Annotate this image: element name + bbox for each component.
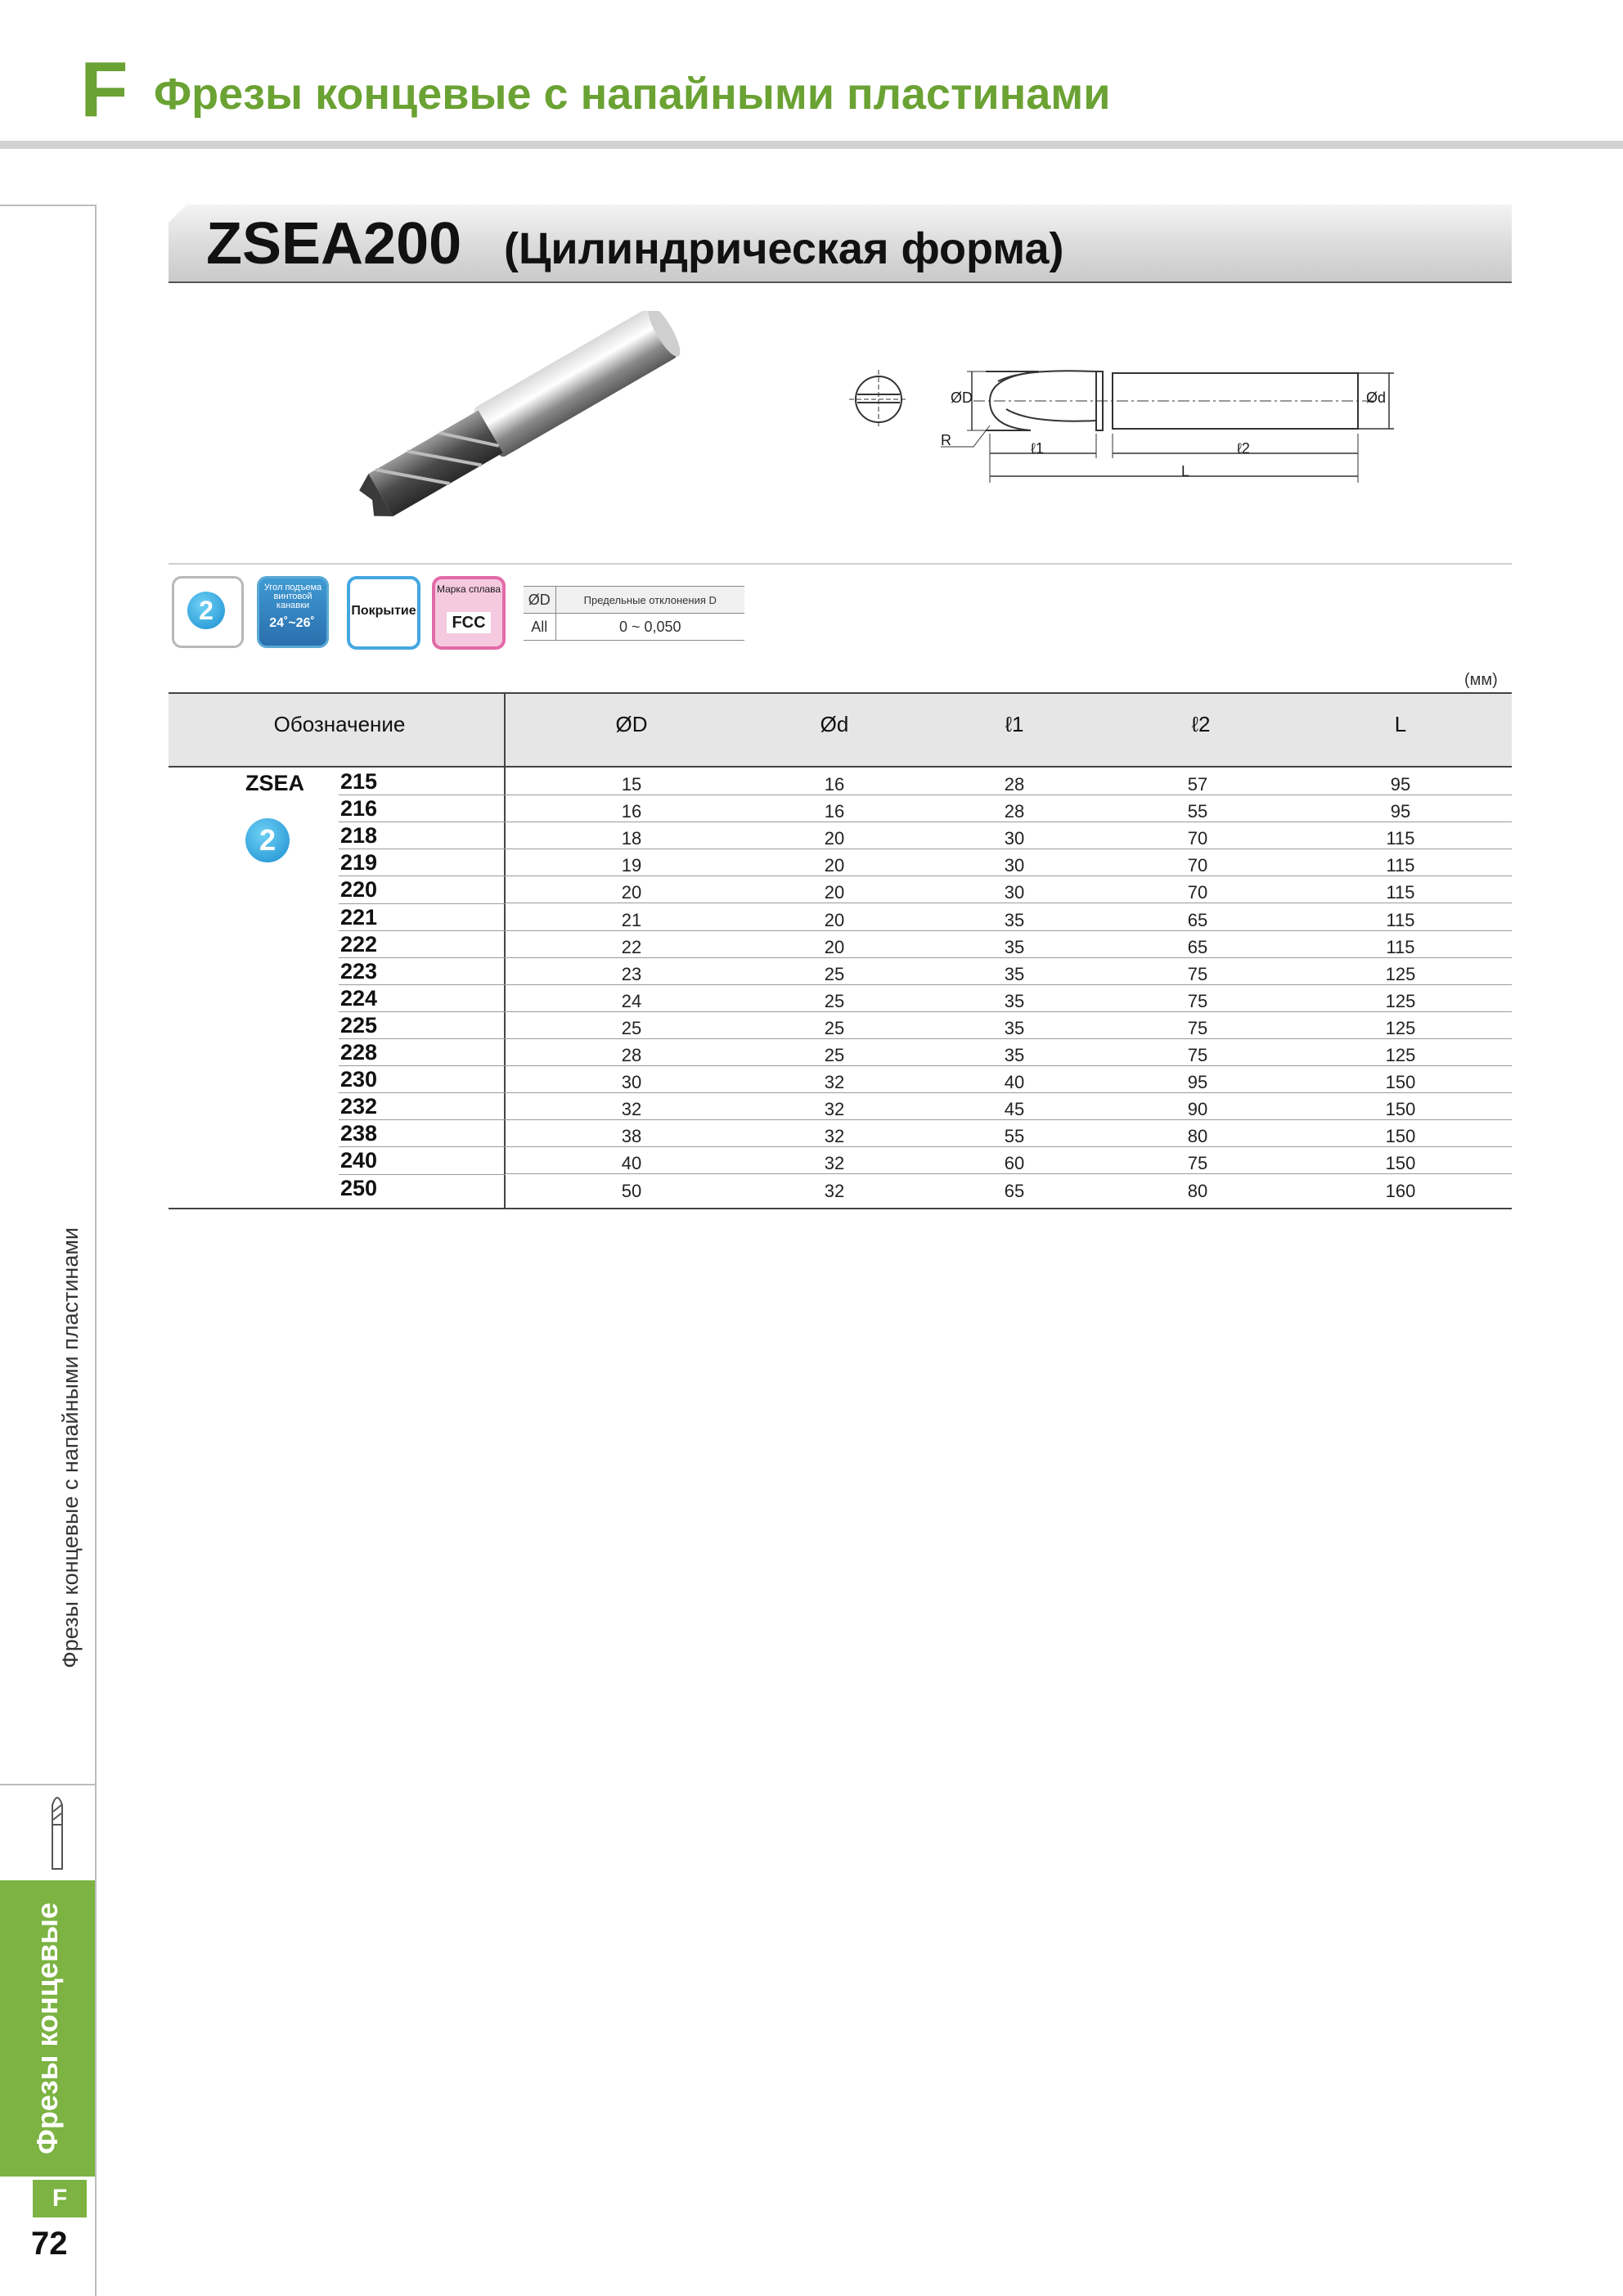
row-code: 228 [340, 1040, 378, 1065]
grade-label: Марка сплава [436, 583, 501, 595]
cell-d: 32 [824, 1126, 845, 1147]
cell-L: 125 [1385, 963, 1416, 984]
row-code: 219 [340, 850, 378, 876]
cell-l2: 80 [1187, 1180, 1208, 1201]
cell-L: 125 [1385, 1017, 1416, 1038]
cell-D: 19 [621, 855, 642, 876]
table-bottom-rule [169, 1208, 1512, 1209]
table-row [506, 903, 1512, 931]
cell-d: 32 [824, 1153, 845, 1174]
tol-row-dev: 0 ~ 0,050 [555, 614, 744, 641]
helix-angle-value: 24˚~26˚ [269, 616, 315, 630]
end-mill-icon [43, 1789, 72, 1871]
grade-value: FCC [447, 612, 491, 633]
grade-icon [432, 576, 506, 650]
label-R: R [941, 432, 951, 448]
row-code: 221 [340, 904, 378, 930]
technical-drawing [834, 352, 1407, 499]
cell-D: 15 [621, 774, 642, 795]
cell-l1: 35 [1004, 963, 1025, 984]
header-designation: Обозначение [273, 712, 406, 736]
row-code: 220 [340, 877, 378, 903]
cell-d: 20 [824, 909, 845, 930]
cell-D: 16 [621, 801, 642, 822]
cell-l2: 70 [1187, 828, 1208, 849]
cell-D: 32 [621, 1099, 642, 1120]
cell-D: 25 [621, 1017, 642, 1038]
section-tab-label: Фрезы концевые [30, 1902, 64, 2154]
cell-d: 32 [824, 1099, 845, 1120]
header-L: L [1394, 712, 1407, 736]
cell-l1: 35 [1004, 990, 1025, 1011]
cell-l2: 57 [1187, 774, 1208, 795]
cell-d: 25 [824, 990, 845, 1011]
cell-l1: 35 [1004, 909, 1025, 930]
row-code: 223 [340, 958, 378, 984]
cell-d: 20 [824, 855, 845, 876]
row-code: 232 [340, 1094, 378, 1119]
row-code-divider [339, 1174, 506, 1175]
cell-l2: 95 [1187, 1072, 1208, 1093]
row-code-divider [339, 984, 506, 985]
title-band-rule [169, 281, 1512, 283]
row-code-divider [339, 1092, 506, 1093]
series-name: ZSEA [245, 771, 305, 795]
cell-d: 25 [824, 1045, 845, 1065]
cell-d: 20 [824, 828, 845, 849]
cell-D: 50 [621, 1180, 642, 1201]
header-divider [0, 141, 1623, 149]
cell-l1: 35 [1004, 1045, 1025, 1065]
table-row [506, 849, 1512, 876]
table-row [506, 1119, 1512, 1147]
cell-l2: 70 [1187, 882, 1208, 903]
page-number: 72 [31, 2226, 68, 2262]
table-row [506, 1174, 1512, 1201]
table-row [506, 957, 1512, 985]
cell-l2: 70 [1187, 855, 1208, 876]
header-d: Ød [820, 712, 849, 736]
cell-L: 150 [1385, 1153, 1416, 1174]
table-row [506, 930, 1512, 958]
label-l1: ℓ1 [1031, 440, 1044, 457]
row-code-divider [339, 1119, 506, 1120]
row-code-divider [339, 1146, 506, 1147]
row-code-divider [339, 903, 506, 904]
cell-l2: 75 [1187, 963, 1208, 984]
product-photo [327, 311, 704, 524]
cell-L: 115 [1386, 855, 1415, 876]
cell-D: 30 [621, 1072, 642, 1093]
cell-D: 28 [621, 1045, 642, 1065]
label-D: ØD [951, 389, 973, 406]
coating-label: Покрытие [351, 604, 416, 618]
cell-d: 20 [824, 882, 845, 903]
cell-d: 16 [824, 774, 845, 795]
tol-header-dev: Предельные отклонения D [555, 587, 744, 614]
row-code-divider [339, 1011, 506, 1012]
cell-D: 20 [621, 882, 642, 903]
cell-D: 18 [621, 828, 642, 849]
cell-L: 115 [1386, 882, 1415, 903]
flutes-icon [172, 576, 244, 648]
cell-L: 125 [1385, 1045, 1416, 1065]
row-code: 250 [340, 1175, 378, 1200]
flutes-number: 2 [187, 592, 225, 629]
row-code: 216 [340, 796, 378, 822]
coating-icon [347, 576, 420, 650]
cell-l2: 90 [1187, 1099, 1208, 1120]
row-code: 215 [340, 769, 378, 794]
table-row [506, 1011, 1512, 1039]
cell-l2: 75 [1187, 1153, 1208, 1174]
side-rail-line [95, 205, 97, 2296]
cell-l1: 45 [1004, 1099, 1025, 1120]
series-flutes-badge: 2 [245, 818, 290, 862]
cell-L: 160 [1385, 1180, 1416, 1201]
cell-d: 32 [824, 1180, 845, 1201]
row-code-divider [339, 1065, 506, 1066]
table-row [506, 1146, 1512, 1174]
cell-l1: 30 [1004, 828, 1025, 849]
cell-d: 16 [824, 801, 845, 822]
row-code: 224 [340, 985, 378, 1011]
cell-L: 95 [1390, 801, 1411, 822]
side-vertical-label: Фрезы концевые с напайными пластинами [58, 1227, 83, 1668]
cell-l2: 75 [1187, 1045, 1208, 1065]
cell-L: 125 [1385, 990, 1416, 1011]
cell-L: 115 [1386, 936, 1415, 957]
header-l1: ℓ1 [1005, 712, 1024, 736]
cell-D: 21 [621, 909, 642, 930]
row-code: 218 [340, 823, 378, 849]
cell-l1: 35 [1004, 936, 1025, 957]
cell-l1: 55 [1004, 1126, 1025, 1147]
table-row [506, 1065, 1512, 1093]
cell-l2: 80 [1187, 1126, 1208, 1147]
cell-l2: 75 [1187, 990, 1208, 1011]
label-l2: ℓ2 [1237, 440, 1250, 457]
cell-D: 38 [621, 1126, 642, 1147]
table-row [506, 984, 1512, 1012]
cell-l1: 60 [1004, 1153, 1025, 1174]
row-code-divider [339, 930, 506, 931]
cell-d: 25 [824, 963, 845, 984]
cell-D: 24 [621, 990, 642, 1011]
cell-l2: 65 [1187, 936, 1208, 957]
helix-angle-label: Угол подъема винтовой канавки [263, 583, 322, 610]
product-subtitle: (Цилиндрическая форма) [504, 224, 1064, 273]
icons-top-rule [169, 563, 1512, 565]
cell-l1: 30 [1004, 855, 1025, 876]
cell-l1: 40 [1004, 1072, 1025, 1093]
cell-l2: 65 [1187, 909, 1208, 930]
cell-L: 115 [1386, 909, 1415, 930]
table-row [506, 795, 1512, 822]
cell-l2: 55 [1187, 801, 1208, 822]
row-code: 230 [340, 1067, 378, 1092]
table-row [506, 1092, 1512, 1120]
cell-d: 20 [824, 936, 845, 957]
product-code: ZSEA200 [206, 211, 462, 277]
cell-L: 150 [1385, 1126, 1416, 1147]
cell-d: 32 [824, 1072, 845, 1093]
label-d: Ød [1366, 389, 1387, 406]
cell-L: 115 [1386, 828, 1415, 849]
row-code-divider [339, 957, 506, 958]
side-rail-top [0, 205, 97, 206]
cell-D: 22 [621, 936, 642, 957]
table-row [506, 822, 1512, 849]
section-letter: F [33, 2180, 87, 2217]
cell-L: 150 [1385, 1099, 1416, 1120]
table-row [506, 768, 1512, 795]
chapter-letter: F [80, 46, 128, 133]
helix-angle-icon [257, 576, 329, 648]
side-rail-bottom [0, 1784, 97, 1785]
cell-L: 95 [1390, 774, 1411, 795]
cell-D: 23 [621, 963, 642, 984]
label-L: L [1181, 463, 1190, 479]
cell-l1: 28 [1004, 774, 1025, 795]
cell-l2: 75 [1187, 1017, 1208, 1038]
row-code: 238 [340, 1121, 378, 1146]
row-code-divider [339, 1038, 506, 1039]
chapter-title: Фрезы концевые с напайными пластинами [154, 70, 1111, 119]
cell-l1: 28 [1004, 801, 1025, 822]
header-l2: ℓ2 [1191, 712, 1211, 736]
cell-l1: 30 [1004, 882, 1025, 903]
cell-L: 150 [1385, 1072, 1416, 1093]
row-code: 225 [340, 1012, 378, 1038]
tolerance-table [524, 586, 744, 641]
header-D: ØD [615, 712, 648, 736]
cell-D: 40 [621, 1153, 642, 1174]
table-row [506, 1038, 1512, 1066]
row-code: 222 [340, 931, 378, 957]
cell-d: 25 [824, 1017, 845, 1038]
cell-l1: 35 [1004, 1017, 1025, 1038]
row-code: 240 [340, 1148, 378, 1173]
tol-header-d: ØD [524, 587, 555, 614]
unit-label: (мм) [1464, 671, 1498, 689]
tol-row-d: All [524, 614, 555, 641]
table-row [506, 876, 1512, 903]
cell-l1: 65 [1004, 1180, 1025, 1201]
